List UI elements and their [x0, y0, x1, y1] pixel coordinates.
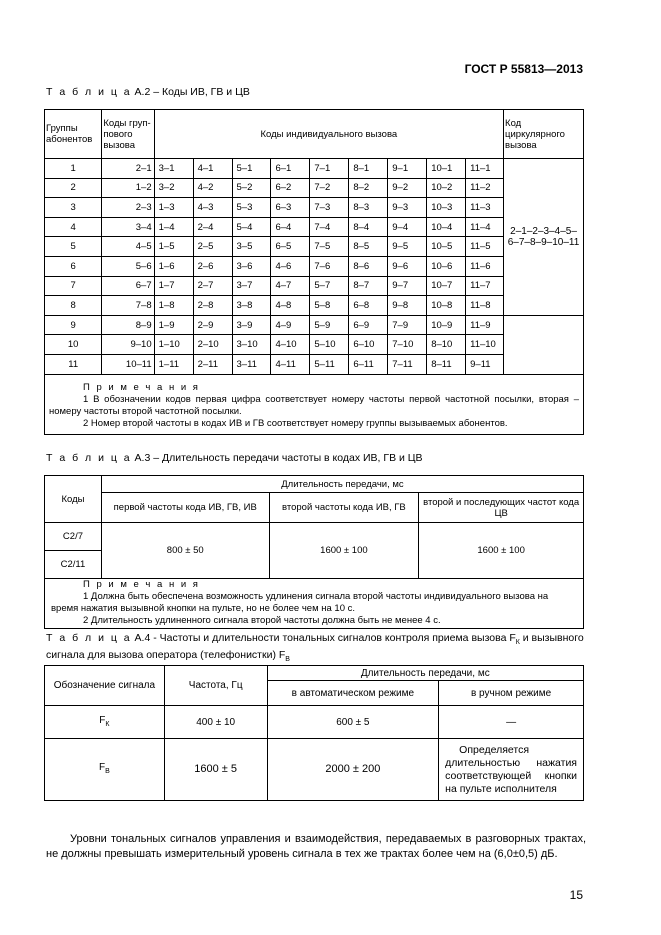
individual-code: 9–11: [466, 354, 504, 374]
individual-code: 1–6: [154, 256, 193, 276]
group-number: 5: [45, 237, 102, 257]
group-number: 6: [45, 256, 102, 276]
individual-code: 9–7: [388, 276, 427, 296]
group-number: 7: [45, 276, 102, 296]
individual-code: 4–10: [271, 335, 310, 355]
table-row: [45, 296, 584, 316]
individual-code: 8–10: [427, 335, 466, 355]
individual-code: 2–6: [193, 256, 232, 276]
individual-code: 6–4: [271, 217, 310, 237]
col-manual: в ручном режиме: [439, 681, 584, 706]
individual-code: 6–2: [271, 178, 310, 198]
individual-code: 10–9: [427, 315, 466, 335]
individual-code: 3–9: [232, 315, 271, 335]
caption-label: Т а б л и ц а: [46, 86, 132, 98]
r1-manual: —: [439, 706, 584, 739]
group-code: 8–9: [102, 315, 154, 335]
page-number: 15: [569, 888, 583, 902]
standard-header: ГОСТ Р 55813—2013: [464, 62, 583, 76]
r2-sub: В: [105, 768, 110, 775]
group-code: 4–5: [102, 237, 154, 257]
individual-code: 6–11: [349, 354, 388, 374]
individual-code: 6–3: [271, 198, 310, 218]
r2-auto: 2000 ± 200: [267, 739, 439, 801]
col-codes: Коды: [45, 476, 102, 523]
individual-code: 10–1: [427, 159, 466, 179]
individual-code: 10–3: [427, 198, 466, 218]
individual-code: 1–8: [154, 296, 193, 316]
individual-code: 2–4: [193, 217, 232, 237]
circular-code: 2–1–2–3–4–5–6–7–8–9–10–11: [504, 159, 584, 316]
r2-signal: [45, 739, 165, 801]
group-code: 7–8: [102, 296, 154, 316]
note-1: 1 Должна быть обеспечена возможность удлинения сигнала второй частоты индивидуального вызова на время нажатия вызывной кнопки на пульте, но не более чем на 10 с.: [51, 591, 549, 614]
col-group-codes: Коды груп-пового вызова: [102, 110, 154, 159]
group-code: 9–10: [102, 335, 154, 355]
individual-code: 2–7: [193, 276, 232, 296]
individual-code: 7–6: [310, 256, 349, 276]
r2-sig: F: [99, 762, 106, 773]
notes-title: П р и м е ч а н и я: [83, 381, 200, 393]
col-auto: в автоматическом режиме: [267, 681, 439, 706]
r1-freq: 400 ± 10: [164, 706, 267, 739]
individual-code: 1–10: [154, 335, 193, 355]
individual-code: 5–10: [310, 335, 349, 355]
individual-code: 9–5: [388, 237, 427, 257]
table-a4-caption: [46, 632, 591, 666]
group-code: 2–1: [102, 159, 154, 179]
group-code: 2–3: [102, 198, 154, 218]
individual-code: 4–9: [271, 315, 310, 335]
individual-code: 5–7: [310, 276, 349, 296]
individual-code: 8–5: [349, 237, 388, 257]
individual-code: 9–2: [388, 178, 427, 198]
individual-code: 5–3: [232, 198, 271, 218]
individual-code: 7–10: [388, 335, 427, 355]
individual-code: 9–6: [388, 256, 427, 276]
table-row: [45, 159, 584, 179]
individual-code: 5–1: [232, 159, 271, 179]
individual-code: 11–7: [466, 276, 504, 296]
individual-code: 7–11: [388, 354, 427, 374]
individual-code: 4–7: [271, 276, 310, 296]
table-a2: [44, 109, 584, 435]
col-duration: Длительность передачи, мс: [267, 666, 583, 681]
individual-code: 6–5: [271, 237, 310, 257]
group-number: 4: [45, 217, 102, 237]
table-row: [45, 276, 584, 296]
r1-sig: F: [99, 714, 106, 726]
col-signal: Обозначение сигнала: [45, 666, 165, 706]
individual-code: 11–2: [466, 178, 504, 198]
individual-code: 5–8: [310, 296, 349, 316]
group-code: 10–11: [102, 354, 154, 374]
individual-code: 4–8: [271, 296, 310, 316]
group-number: 8: [45, 296, 102, 316]
col-freq: Частота, Гц: [164, 666, 267, 706]
individual-code: 10–5: [427, 237, 466, 257]
individual-code: 2–11: [193, 354, 232, 374]
table-row: [45, 335, 584, 355]
individual-code: 5–9: [310, 315, 349, 335]
individual-code: 7–4: [310, 217, 349, 237]
individual-code: 2–9: [193, 315, 232, 335]
col-circular: Код циркулярного вызова: [504, 110, 584, 159]
r1-sub: К: [105, 720, 110, 728]
group-number: 1: [45, 159, 102, 179]
individual-code: 6–9: [349, 315, 388, 335]
group-number: 11: [45, 354, 102, 374]
col-second: второй частоты кода ИВ, ГВ: [269, 493, 419, 523]
caption-sub-1: К: [515, 639, 520, 647]
individual-code: 9–1: [388, 159, 427, 179]
code-c2-7: С2/7: [45, 523, 102, 551]
col-cv: второй и последующих частот кода ЦВ: [419, 493, 584, 523]
individual-code: 6–1: [271, 159, 310, 179]
individual-code: 11–1: [466, 159, 504, 179]
caption-label: Т а б л и ц а: [46, 632, 132, 644]
note-2: 2 Длительность удлиненного сигнала второй частоты должна быть не менее 4 с.: [83, 615, 441, 626]
individual-code: 10–6: [427, 256, 466, 276]
val-first: 800 ± 50: [101, 523, 269, 579]
individual-code: 1–3: [154, 198, 193, 218]
individual-code: 7–5: [310, 237, 349, 257]
individual-code: 10–8: [427, 296, 466, 316]
caption-label: Т а б л и ц а: [46, 452, 132, 464]
table-row: [45, 198, 584, 218]
individual-code: 9–3: [388, 198, 427, 218]
table-a3-notes: [45, 579, 584, 629]
col-duration: Длительность передачи, мс: [101, 476, 583, 493]
group-number: 10: [45, 335, 102, 355]
individual-code: 10–4: [427, 217, 466, 237]
r2-freq: 1600 ± 5: [164, 739, 267, 801]
col-individual: Коды индивидуального вызова: [154, 110, 503, 159]
individual-code: 7–2: [310, 178, 349, 198]
group-code: 5–6: [102, 256, 154, 276]
individual-code: 3–1: [154, 159, 193, 179]
col-first: первой частоты кода ИВ, ГВ, ИВ: [101, 493, 269, 523]
individual-code: 3–8: [232, 296, 271, 316]
individual-code: 3–6: [232, 256, 271, 276]
individual-code: 10–2: [427, 178, 466, 198]
individual-code: 4–3: [193, 198, 232, 218]
individual-code: 7–1: [310, 159, 349, 179]
individual-code: 6–10: [349, 335, 388, 355]
caption-text: А.2 – Коды ИВ, ГВ и ЦВ: [134, 86, 250, 98]
table-a3: [44, 475, 584, 629]
table-a4: [44, 665, 584, 801]
individual-code: 8–3: [349, 198, 388, 218]
individual-code: 3–10: [232, 335, 271, 355]
individual-code: 9–4: [388, 217, 427, 237]
individual-code: 1–5: [154, 237, 193, 257]
individual-code: 8–7: [349, 276, 388, 296]
group-number: 3: [45, 198, 102, 218]
group-code: 1–2: [102, 178, 154, 198]
individual-code: 8–6: [349, 256, 388, 276]
individual-code: 5–2: [232, 178, 271, 198]
table-row: [45, 217, 584, 237]
r1-auto: 600 ± 5: [267, 706, 439, 739]
caption-text: А.3 – Длительность передачи частоты в кодах ИВ, ГВ и ЦВ: [134, 452, 423, 464]
individual-code: 2–8: [193, 296, 232, 316]
individual-code: 3–11: [232, 354, 271, 374]
caption-text-1: А.4 - Частоты и длительности тональных сигналов контроля приема вызова F: [134, 632, 516, 644]
group-number: 2: [45, 178, 102, 198]
individual-code: 1–11: [154, 354, 193, 374]
individual-code: 9–8: [388, 296, 427, 316]
individual-code: 5–11: [310, 354, 349, 374]
individual-code: 1–9: [154, 315, 193, 335]
individual-code: 2–5: [193, 237, 232, 257]
individual-code: 8–4: [349, 217, 388, 237]
individual-code: 11–9: [466, 315, 504, 335]
table-a2-caption: [46, 86, 250, 98]
individual-code: 7–9: [388, 315, 427, 335]
individual-code: 8–1: [349, 159, 388, 179]
individual-code: 11–4: [466, 217, 504, 237]
code-c2-11: С2/11: [45, 551, 102, 579]
val-cv: 1600 ± 100: [419, 523, 584, 579]
individual-code: 3–7: [232, 276, 271, 296]
individual-code: 4–11: [271, 354, 310, 374]
individual-code: 4–2: [193, 178, 232, 198]
table-row: [45, 178, 584, 198]
individual-code: 1–4: [154, 217, 193, 237]
caption-sub-2: В: [285, 656, 290, 664]
individual-code: 10–7: [427, 276, 466, 296]
individual-code: 11–3: [466, 198, 504, 218]
individual-code: 11–8: [466, 296, 504, 316]
individual-code: 4–6: [271, 256, 310, 276]
individual-code: 8–11: [427, 354, 466, 374]
table-row: [45, 354, 584, 374]
val-second: 1600 ± 100: [269, 523, 419, 579]
individual-code: 3–2: [154, 178, 193, 198]
individual-code: 8–2: [349, 178, 388, 198]
group-code: 3–4: [102, 217, 154, 237]
table-a3-caption: [46, 452, 423, 464]
group-number: 9: [45, 315, 102, 335]
individual-code: 3–5: [232, 237, 271, 257]
table-row: [45, 256, 584, 276]
note-2: 2 Номер второй частоты в кодах ИВ и ГВ соответствует номеру группы вызываемых абонентов.: [83, 417, 508, 429]
group-code: 6–7: [102, 276, 154, 296]
notes-title: П р и м е ч а н и я: [83, 579, 200, 590]
table-row: [45, 315, 584, 335]
col-groups: Группы абонентов: [45, 110, 102, 159]
individual-code: 11–6: [466, 256, 504, 276]
individual-code: 7–3: [310, 198, 349, 218]
individual-code: 4–1: [193, 159, 232, 179]
note-1: 1 В обозначении кодов первая цифра соответствует номеру частоты первой частотной посылки, вторая – номеру частоты второй частотной посылки.: [49, 393, 579, 417]
individual-code: 1–7: [154, 276, 193, 296]
caption-text-2: и вызывного сигнала для вызова оператора (телефонистки) F: [46, 632, 584, 662]
r1-signal: [45, 706, 165, 739]
r2-manual: Определяется длительностью нажатия соответствующей кнопки на пульте исполнителя: [439, 739, 584, 801]
table-a2-notes: [45, 374, 584, 434]
individual-code: 2–10: [193, 335, 232, 355]
table-row: [45, 237, 584, 257]
circular-code-empty: [504, 315, 584, 374]
individual-code: 6–8: [349, 296, 388, 316]
individual-code: 11–5: [466, 237, 504, 257]
body-paragraph: Уровни тональных сигналов управления и взаимодействия, передаваемых в разговорных трактах, не должны превышать измерительный уровень сигнала в тех же трактах более чем на (6,0±0,5) дБ.: [46, 833, 586, 860]
individual-code: 5–4: [232, 217, 271, 237]
individual-code: 11–10: [466, 335, 504, 355]
